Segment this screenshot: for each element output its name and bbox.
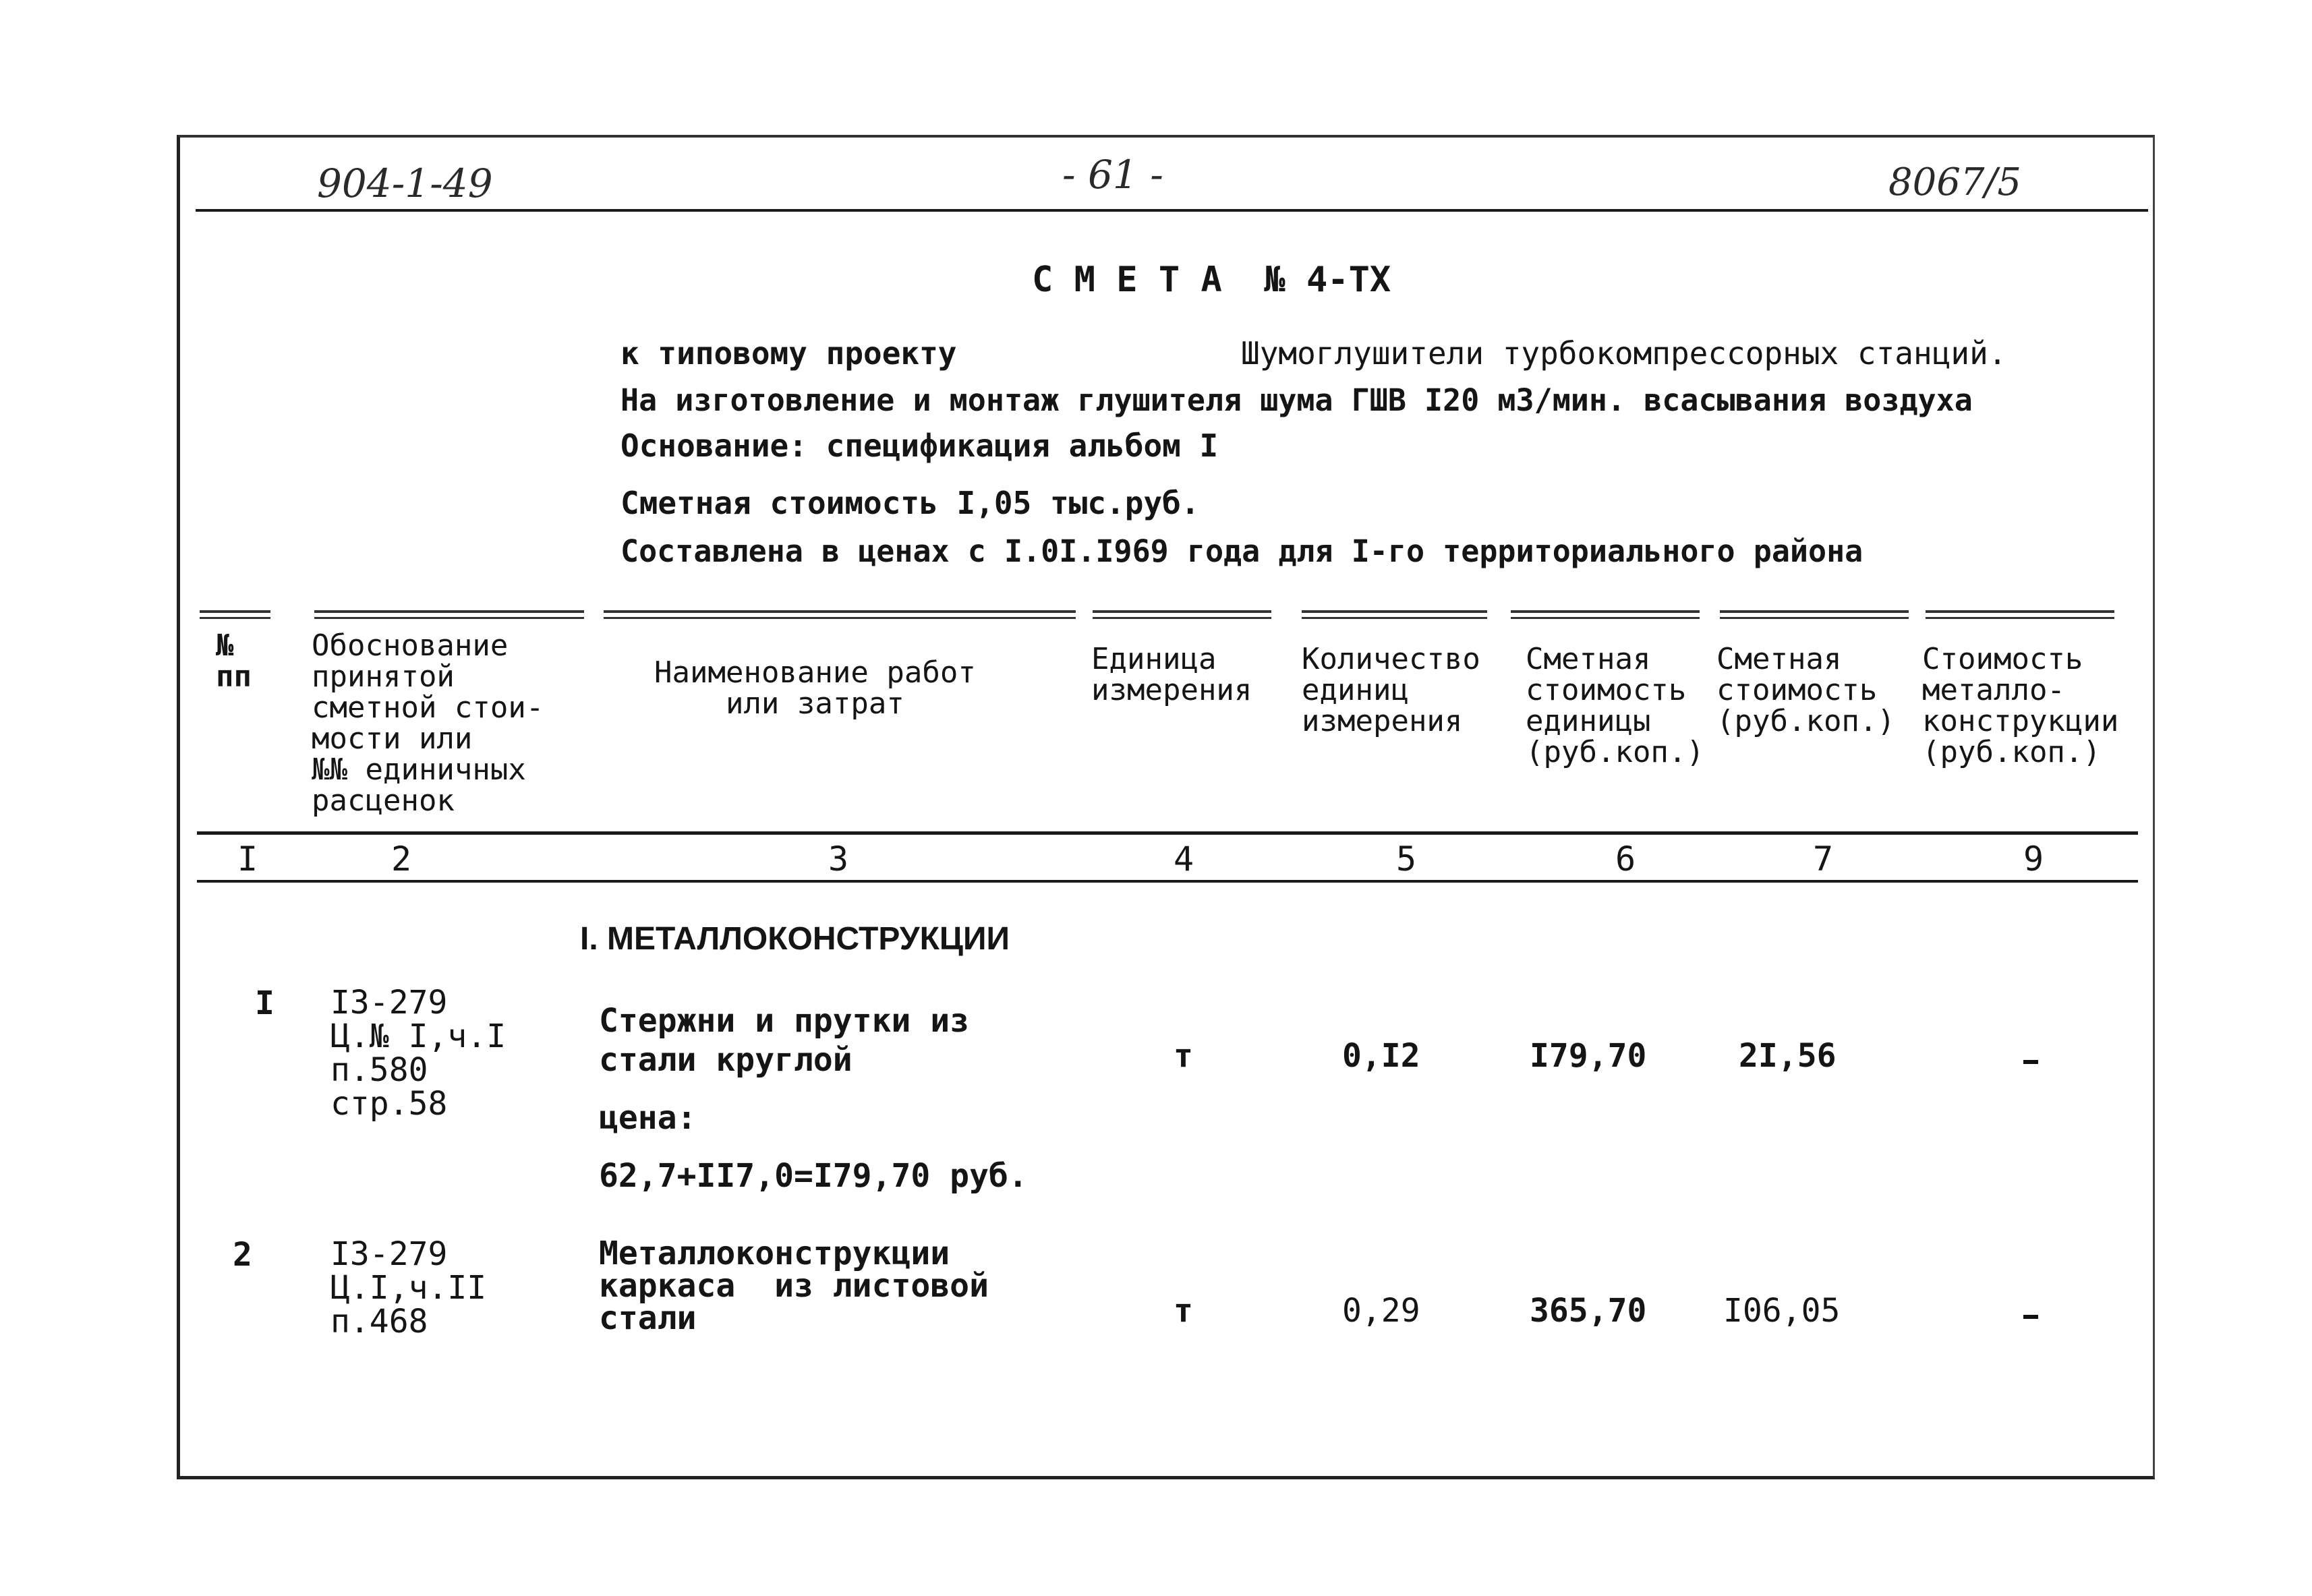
row1-quantity: 0,I2: [1342, 1037, 1420, 1075]
header-double-rule: [1926, 610, 2114, 619]
intro-line4: Сметная стоимость I,05 тыс.руб.: [620, 485, 1200, 521]
header-double-rule: [604, 610, 1076, 619]
column-number-rule-top: [197, 831, 2138, 835]
row1-cost: 2I,56: [1739, 1037, 1837, 1075]
col-number-6: 6: [1615, 839, 1636, 879]
row1-unit: т: [1174, 1037, 1193, 1075]
project-code: 904-1-49: [317, 160, 493, 206]
col-number-1: I: [237, 839, 258, 879]
col-number-5: 5: [1396, 839, 1417, 879]
row2-unit-cost: 365,70: [1530, 1292, 1647, 1330]
document-number: 8067/5: [1888, 160, 2022, 204]
col-number-2: 2: [391, 839, 412, 879]
row2-quantity: 0,29: [1342, 1292, 1420, 1330]
header-double-rule: [1720, 610, 1909, 619]
header-double-rule: [1302, 610, 1487, 619]
row1-number: I: [255, 984, 274, 1022]
row1-price-label: цена:: [599, 1099, 697, 1137]
header-double-rule: [1511, 610, 1700, 619]
intro-line2: На изготовление и монтаж глушителя шума ГШВ I20 м3/мин. всасывания воздуха: [620, 382, 1973, 418]
col-number-4: 4: [1174, 839, 1194, 879]
row2-number: 2: [233, 1236, 252, 1274]
header-rule: [196, 209, 2148, 212]
col-header-6: Сметная стоимость единицы (руб.коп.): [1526, 642, 1704, 769]
row2-metal-value: [2022, 1287, 2042, 1324]
col-header-7: Сметная стоимость (руб.коп.): [1716, 642, 1895, 738]
col-header-3: Наименование работ или затрат: [654, 655, 976, 721]
row1-price-formula: 62,7+II7,0=I79,70 руб.: [599, 1157, 1028, 1195]
row1-unit-cost: I79,70: [1530, 1037, 1647, 1075]
col-number-8: 9: [2023, 839, 2044, 879]
header-double-rule: [200, 610, 270, 619]
row2-unit: т: [1174, 1292, 1193, 1330]
col-header-4: Единица измерения: [1091, 642, 1252, 707]
column-number-rule-bottom: [197, 880, 2138, 883]
col-number-7: 7: [1813, 839, 1834, 879]
col-header-5: Количество единиц измерения: [1302, 642, 1480, 738]
row1-metal-value: [2022, 1032, 2042, 1069]
intro-line1-left: к типовому проекту: [620, 335, 957, 372]
row1-name: Стержни и прутки из стали круглой: [599, 1002, 970, 1079]
col-header-1: № пп: [216, 628, 252, 694]
row2-cost: I06,05: [1723, 1292, 1841, 1330]
header-double-rule: [1093, 610, 1271, 619]
intro-line1-right: Шумоглушители турбокомпрессорных станций.: [1241, 335, 2007, 372]
col-header-8: Стоимость металло- конструкции (руб.коп.): [1922, 642, 2119, 769]
col-header-2: Обоснование принятой сметной стои- мости или №№ единичных расценок: [312, 628, 544, 818]
row2-name: Металлоконструкции каркаса из листовой стали: [599, 1235, 989, 1337]
intro-line5: Составлена в ценах с I.0I.I969 года для I-го территориального района: [620, 533, 1863, 569]
col-number-3: 3: [828, 839, 849, 879]
intro-line3: Основание: спецификация альбом I: [620, 427, 1219, 464]
row1-basis: I3-279 Ц.№ I,ч.I п.580 стр.58: [330, 984, 507, 1123]
header-double-rule: [314, 610, 584, 619]
estimate-title: С М Е Т А № 4-ТХ: [1032, 260, 1391, 300]
row2-basis: I3-279 Ц.I,ч.II п.468: [330, 1235, 487, 1340]
page-number: - 61 -: [1062, 152, 1163, 198]
section-heading: I. МЕТАЛЛОКОНСТРУКЦИИ: [580, 921, 1010, 957]
